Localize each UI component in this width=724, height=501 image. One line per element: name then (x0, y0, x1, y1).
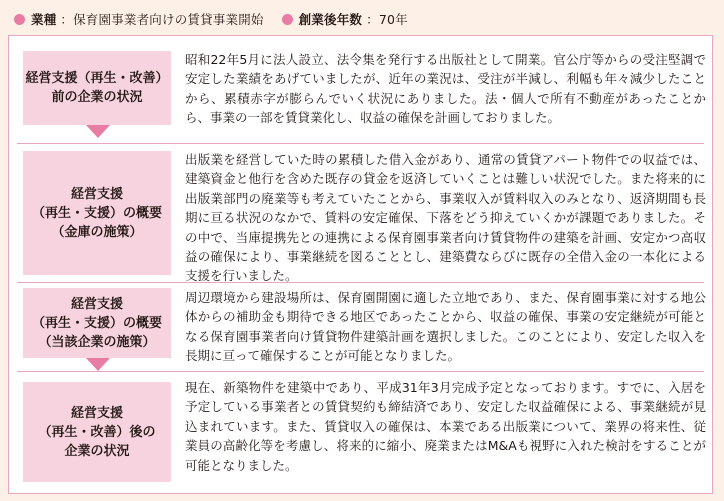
section-text-company-measures: 周辺環境から建設場所は、保育園開園に適した立地であり、また、保育園事業に対する地公体からの補助金も期待できる地区であったことから、収益の確保、事業の安定継続が可能となる保育園事業者向け賃貸物件建築計画を選択しました。このことにより、安定した収入を長期に亘って確保することが可能となりました。 (185, 290, 706, 364)
industry-label: 業種 (31, 12, 57, 27)
years-meta (282, 10, 408, 28)
bullet-dot-icon (14, 14, 25, 25)
section-divider (17, 371, 704, 372)
years-label: 創業後年数 (298, 12, 363, 27)
bullet-dot-icon (282, 14, 293, 25)
years-value: ：70年 (366, 12, 408, 27)
section-text-before: 昭和22年5月に法人設立、法令集を発行する出版社として開業。官公庁等からの受注堅調で安定した業績をあげていましたが、近年の業況は、受注が半減し、利幅も年々減少したことから、累積赤字が膨らんでいく状況にありました。法・個人で所有不動産があったことから、事業の一部を賃貸業化し、収益の確保を計画しておりました。 (185, 52, 706, 126)
section-text-bank-measures: 出版業を経営していた時の累積した借入金があり、通常の賃貸アパート物件での収益では、建築資金と他行を含めた既存の貸金を返済していくことは難しい状況でした。また将来的に出版業部門の廃業等も考えていたことから、事業収入が賃料収入のみとなり、返済期間も長期に亘る状況のなかで、賃料の安定確保、下落をどう抑えていくかが課題でありました。その中で、当庫提携先との連携による保育園事業者向け賃貸物件の建築を計画、安定かつ高収益の確保により、事業継続を図ることとし、建築費ならびに既存の全借入金の一本化による支援を行いました。 (185, 152, 706, 284)
section-label-bank-measures: 経営支援 （再生・支援）の概要 （金庫の施策） (23, 151, 171, 275)
section-label-company-measures: 経営支援 （再生・支援）の概要 （当該企業の施策） (23, 288, 171, 358)
industry-meta (14, 10, 264, 28)
section-divider (17, 143, 704, 144)
section-text-after: 現在、新築物件を建築中であり、平成31年3月完成予定となっております。すでに、入居を予定している事業者との賃貸契約も締結済であり、安定した収益確保による、事業継続が見込まれています。また、賃貸収入の確保は、本業である出版業について、業界の将来性、従業員の高齢化等を考慮し、将来的に縮小、廃業またはM&Aも視野に入れた検討をすることが可能となりました。 (185, 380, 706, 473)
section-label-before: 経営支援（再生・改善） 前の企業の状況 (23, 51, 171, 125)
industry-value: ：保育園事業者向けの賃貸事業開始 (60, 12, 264, 27)
down-arrow-icon (86, 125, 110, 138)
support-case-panel (8, 35, 713, 494)
section-divider (17, 282, 704, 283)
down-arrow-icon (86, 358, 110, 371)
section-label-after: 経営支援 （再生・改善）後の 企業の状況 (23, 382, 171, 482)
case-summary-header (14, 8, 426, 30)
